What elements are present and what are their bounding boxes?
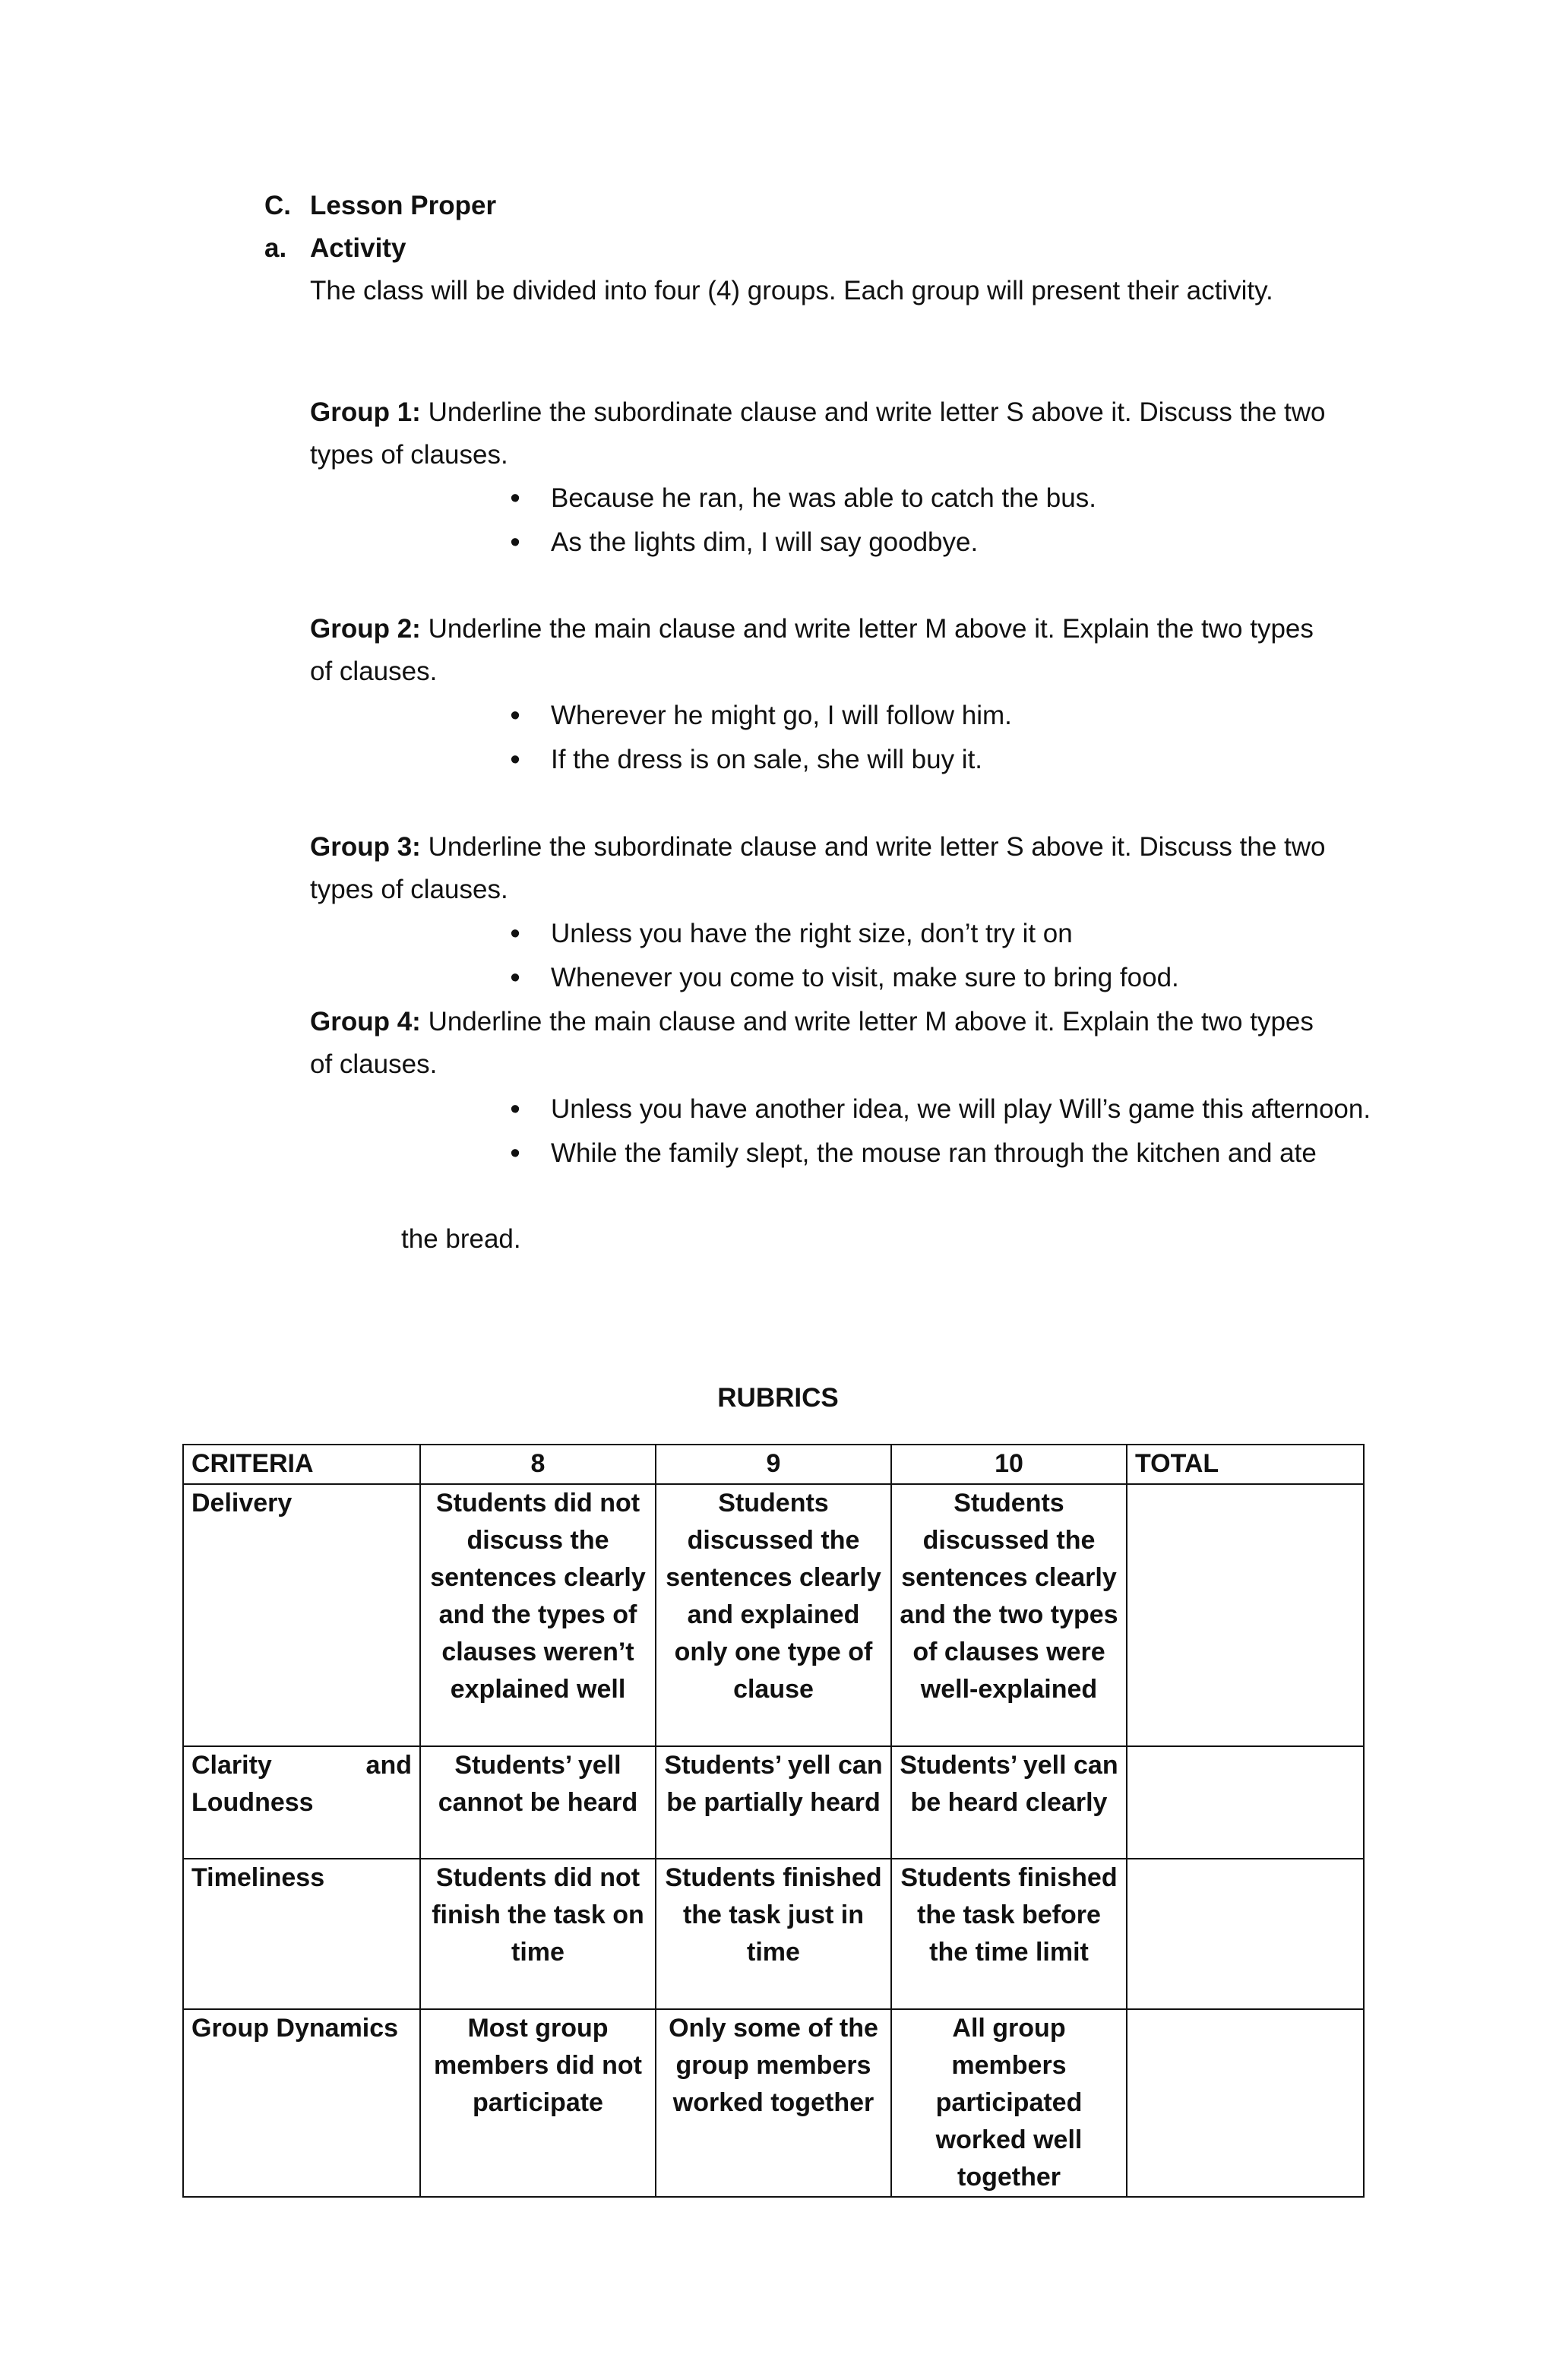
list-item: • As the lights dim, I will say goodbye.: [508, 521, 1374, 565]
table-row: [183, 2009, 1364, 2197]
group-2-instruction: [310, 608, 1374, 693]
header-criteria: CRITERIA: [183, 1445, 420, 1484]
header-score-10: 10: [891, 1445, 1127, 1484]
subsection-heading: [264, 227, 406, 270]
section-marker: C.: [264, 191, 291, 220]
score-10-cell: Students’ yell can be heard clearly: [891, 1746, 1127, 1859]
group-4-instruction: [310, 1001, 1374, 1086]
subsection-title: Activity: [310, 233, 406, 263]
section-heading: [264, 185, 496, 227]
list-item: • Unless you have another idea, we will play Will’s game this afternoon.: [508, 1087, 1374, 1131]
score-8-cell: Students’ yell cannot be heard: [420, 1746, 656, 1859]
list-item: • Whenever you come to visit, make sure to bring food.: [508, 956, 1374, 1000]
subsection-marker: a.: [264, 233, 287, 263]
rubrics-table: [182, 1444, 1365, 2198]
bullet-icon: •: [510, 527, 520, 559]
header-score-8: 8: [420, 1445, 656, 1484]
score-9-cell: Students discussed the sentences clearly and explained only one type of clause: [656, 1484, 891, 1746]
table-row: [183, 1484, 1364, 1746]
total-cell: [1127, 2009, 1364, 2197]
criteria-cell: Timeliness: [183, 1859, 420, 2009]
list-item: • Because he ran, he was able to catch the bus.: [508, 476, 1374, 521]
group-label: Group 2:: [310, 614, 421, 644]
score-8-cell: Students did not discuss the sentences clearly and the types of clauses weren’t explained well: [420, 1484, 656, 1746]
table-row: [183, 1859, 1364, 2009]
rubrics-title: RUBRICS: [717, 1383, 839, 1413]
score-9-cell: Students’ yell can be partially heard: [656, 1746, 891, 1859]
list-item: • While the family slept, the mouse ran through the kitchen and ate: [508, 1131, 1374, 1176]
group-label: Group 3:: [310, 832, 421, 862]
bullet-icon: •: [510, 1093, 520, 1125]
list-item: • Wherever he might go, I will follow him.: [508, 694, 1374, 738]
bullet-icon: •: [510, 744, 520, 776]
score-8-cell: Most group members did not participate: [420, 2009, 656, 2197]
bullet-icon: •: [510, 962, 520, 994]
group-1-instruction: [310, 391, 1374, 476]
total-cell: [1127, 1484, 1364, 1746]
criteria-cell: Group Dynamics: [183, 2009, 420, 2197]
group-3-list: [508, 912, 1374, 1000]
score-9-cell: Students finished the task just in time: [656, 1859, 891, 2009]
table-header-row: [183, 1445, 1364, 1484]
section-title: Lesson Proper: [310, 191, 497, 220]
group-4-item-continuation: the bread.: [401, 1224, 521, 1254]
group-instruction-line: Underline the subordinate clause and write letter S above it. Discuss the two: [428, 832, 1326, 862]
group-3-instruction: [310, 826, 1374, 911]
criteria-cell: Delivery: [183, 1484, 420, 1746]
score-10-cell: Students finished the task before the time limit: [891, 1859, 1127, 2009]
group-instruction-line: of clauses.: [310, 657, 438, 686]
group-2-list: [508, 694, 1374, 782]
group-instruction-line: types of clauses.: [310, 875, 508, 904]
bullet-icon: •: [510, 700, 520, 732]
group-instruction-line: Underline the main clause and write letter M above it. Explain the two types: [428, 614, 1314, 644]
table-row: [183, 1746, 1364, 1859]
score-8-cell: Students did not finish the task on time: [420, 1859, 656, 2009]
total-cell: [1127, 1859, 1364, 2009]
group-instruction-line: Underline the main clause and write letter M above it. Explain the two types: [428, 1007, 1314, 1037]
group-4-list: [508, 1087, 1374, 1176]
score-10-cell: All group members participated worked well together: [891, 2009, 1127, 2197]
group-label: Group 1:: [310, 397, 421, 427]
group-label: Group 4:: [310, 1007, 421, 1037]
bullet-icon: •: [510, 483, 520, 514]
score-9-cell: Only some of the group members worked together: [656, 2009, 891, 2197]
list-item: • If the dress is on sale, she will buy it.: [508, 738, 1374, 782]
group-instruction-line: types of clauses.: [310, 440, 508, 470]
score-10-cell: Students discussed the sentences clearly and the two types of clauses were well-explained: [891, 1484, 1127, 1746]
bullet-icon: •: [510, 918, 520, 950]
group-instruction-line: Underline the subordinate clause and write letter S above it. Discuss the two: [428, 397, 1326, 427]
total-cell: [1127, 1746, 1364, 1859]
criteria-cell: Clarity and Loudness: [183, 1746, 420, 1859]
header-score-9: 9: [656, 1445, 891, 1484]
bullet-icon: •: [510, 1138, 520, 1169]
group-1-list: [508, 476, 1374, 565]
header-total: TOTAL: [1127, 1445, 1364, 1484]
group-instruction-line: of clauses.: [310, 1049, 438, 1079]
intro-paragraph: The class will be divided into four (4) groups. Each group will present their activity.: [310, 276, 1273, 305]
list-item: • Unless you have the right size, don’t try it on: [508, 912, 1374, 956]
